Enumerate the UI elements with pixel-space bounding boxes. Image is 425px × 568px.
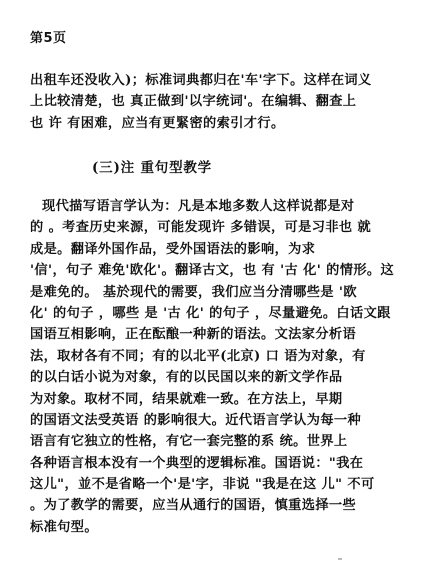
text-line: 的 。考查历史来源，可能发现许 多错误，可是习非也 就	[30, 220, 372, 236]
text-line: 的以白话小说为对象，有的以民国以来的新文学作品	[30, 370, 343, 386]
text-line: 的国语文法受英语 的影响很大。近代语言学认为每一种	[30, 412, 362, 428]
text-line: 是难免的。 基於现代的需要，我们应当分清哪些是 '欧	[30, 284, 357, 300]
text-line: 也 许 有困难，应当有更緊密的索引才行。	[30, 115, 285, 131]
text-line: 。为了教学的需要，应当从通行的国语，慎重选择一些	[30, 498, 357, 514]
text-line: 现代描写语言学认为：凡是本地多数人这样说都是对	[42, 199, 355, 214]
text-line: 法，取材各有不同；有的以北平(北京) 口 语为对象，有	[30, 348, 366, 364]
page-number-label: 第5页	[30, 31, 67, 46]
text-line: 这儿"，並不是省略一个'是'字，非说 "我是在这 儿" 不可	[30, 477, 375, 493]
text-line: 国语互相影响，正在酝酿一种新的语法。文法家分析语	[30, 327, 357, 343]
text-line: 出租车还没收入)；标准词典都归在'车'字下。这样在词义	[30, 73, 372, 88]
text-line: 标准句型。	[30, 519, 98, 535]
paragraph-body	[30, 196, 398, 538]
text-line: 语言有它独立的性格，有它一套完整的系 统。世界上	[30, 434, 348, 450]
scan-speck	[338, 558, 342, 560]
paragraph-continued	[30, 70, 398, 134]
text-line: 各种语言根本没有一个典型的逻辑标准。国语说："我在	[30, 455, 364, 471]
section-heading: (三)注 重句型教学	[92, 160, 212, 176]
text-line: 上比较清楚，也 真正做到'以字统词'。在编辑、翻查上	[30, 94, 357, 110]
text-line: 成是。翻译外国作品，受外国语法的影响，为求	[30, 241, 316, 257]
text-line: '信'，句子 难免'欧化'。翻译古文，也 有 '古 化' 的情形。这	[30, 263, 395, 279]
text-line: 为对象。取材不同，结果就难一致。在方法上，早期	[30, 391, 343, 407]
text-line: 化' 的句子 ，哪些 是 '古 化' 的句子 ，尽量避免。白话文跟	[30, 305, 391, 321]
